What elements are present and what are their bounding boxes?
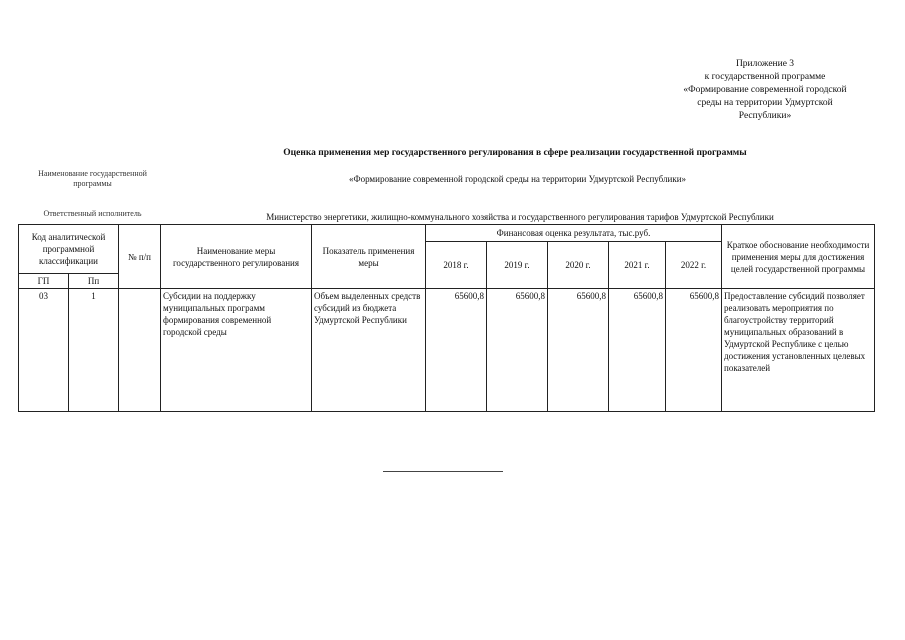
table-row [19, 289, 875, 412]
responsible-executor: Министерство энергетики, жилищно-коммунального хозяйства и государственного регулирования тарифов Удмуртской Республики [266, 212, 774, 222]
header-finance: Финансовая оценка результата, тыс.руб. [426, 225, 722, 242]
header-year: 2022 г. [666, 242, 722, 289]
appendix-line: Республики» [738, 111, 792, 121]
cell-value-2022: 65600,8 [666, 289, 722, 412]
regulation-table [18, 224, 875, 412]
header-number: № п/п [119, 225, 161, 289]
header-year: 2019 г. [487, 242, 548, 289]
appendix-line: среды на территории Удмуртской [697, 98, 833, 108]
header-code: Код аналитической программной классификации [19, 225, 119, 274]
cell-value-2020: 65600,8 [548, 289, 609, 412]
header-year: 2020 г. [548, 242, 609, 289]
cell-number [119, 289, 161, 412]
header-measure: Наименование меры государственного регулирования [161, 225, 312, 289]
divider-line [383, 471, 503, 472]
cell-pp: 1 [69, 289, 119, 412]
cell-value-2018: 65600,8 [426, 289, 487, 412]
header-year: 2021 г. [609, 242, 666, 289]
appendix-line: Приложение 3 [735, 59, 795, 69]
responsible-label: Ответственный исполнитель [43, 209, 142, 218]
appendix-note [660, 58, 870, 123]
program-name: «Формирование современной городской среды на территории Удмуртской Республики» [348, 174, 687, 184]
cell-rationale: Предоставление субсидий позволяет реализовать мероприятия по благоустройству территорий муниципальных образований в Удмуртской Республике с целью достижения установленных целевых показателей [722, 289, 875, 412]
cell-value-2021: 65600,8 [609, 289, 666, 412]
header-indicator: Показатель применения меры [312, 225, 426, 289]
document-title: Оценка применения мер государственного регулирования в сфере реализации государственной программы [283, 148, 747, 158]
cell-gp: 03 [19, 289, 69, 412]
header-rationale: Краткое обоснование необходимости применения меры для достижения целей государственной программы [722, 225, 875, 289]
header-year: 2018 г. [426, 242, 487, 289]
header-pp: Пп [69, 274, 119, 289]
cell-indicator: Объем выделенных средств субсидий из бюджета Удмуртской Республики [312, 289, 426, 412]
appendix-line: к государственной программе [704, 72, 826, 82]
cell-measure: Субсидии на поддержку муниципальных программ формирования современной городской среды [161, 289, 312, 412]
header-gp: ГП [19, 274, 69, 289]
appendix-line: «Формирование современной городской [683, 85, 847, 95]
cell-value-2019: 65600,8 [487, 289, 548, 412]
program-label: Наименование государственной программы [38, 169, 147, 188]
